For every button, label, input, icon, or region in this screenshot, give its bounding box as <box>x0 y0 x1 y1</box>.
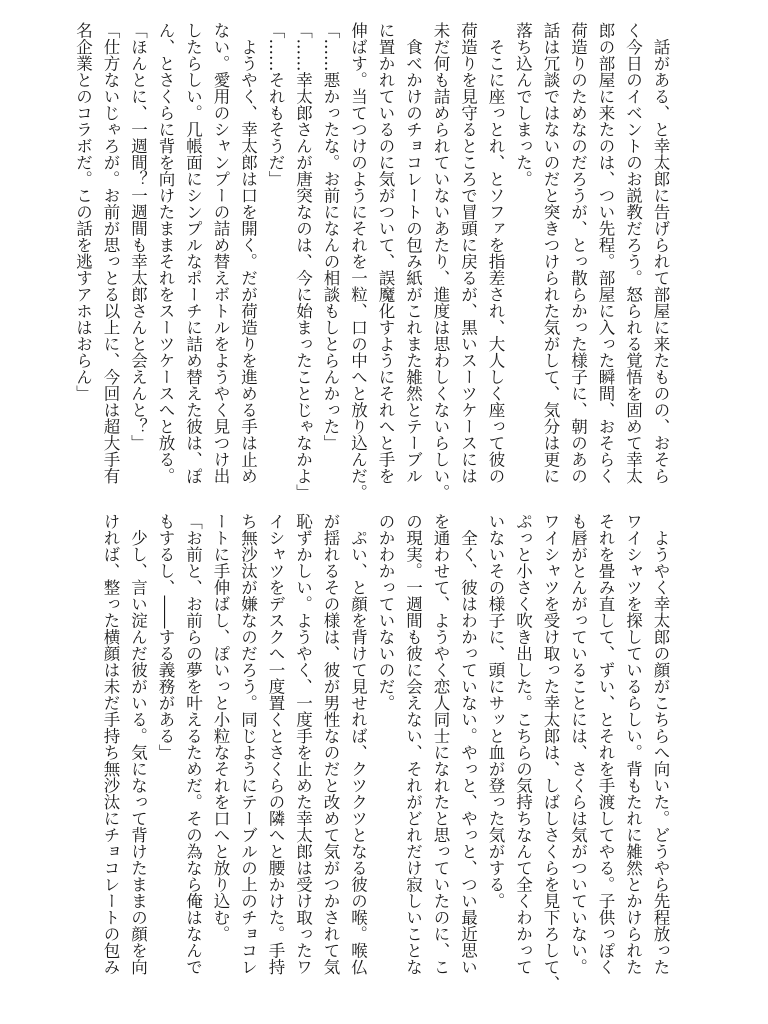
text-column: く今日のイベントのお説教だろう。怒られる覚悟を固めて幸太 <box>623 22 643 484</box>
text-column: したらしい。几帳面にシンプルなポーチに詰め替えた彼は、ぽ <box>183 22 203 484</box>
text-column: ぷっと小さく吹き出した。こちらの気持ちなんて全くわかって <box>513 513 533 975</box>
text-column: 未だ何も詰められていないあたり、進度は思わしくないらしい。 <box>431 22 450 501</box>
text-column: ん、とさくらに背を向けたままそれをスーツケースへと放る。 <box>156 22 175 484</box>
text-column: 話がある、と幸太郎に告げられて部屋に来たものの、おそら <box>651 22 670 484</box>
text-column: 名企業とのコラボだ。この話を逃すアホはおらん」 <box>73 22 93 402</box>
text-column: が揺れるその様は、彼が男性なのだと改めて気がつかされて気 <box>321 513 340 975</box>
text-column: 荷造りを見守るところで冒頭に戻るが、黒いスーツケースには <box>458 22 478 484</box>
text-column: ワイシャツを受け取った幸太郎は、しばしさくらを見下ろして、 <box>541 513 560 992</box>
text-column: 「仕方ないじゃろが。お前が思っとる以上に、今回は超大手有 <box>101 22 120 484</box>
text-column: に置かれているのに気がついて、誤魔化すようにそれへと手を <box>376 22 395 484</box>
top-text-block <box>69 22 674 501</box>
bottom-text-block <box>97 513 675 993</box>
text-column: 落ち込んでしまった。 <box>513 22 533 187</box>
text-column: イシャツをデスクへ一度置くとさくらの隣へと腰かけた。手持 <box>266 513 285 975</box>
text-column: ぷい、と顔を背けて見せれば、クツクツとなる彼の喉。喉仏 <box>348 513 368 975</box>
text-column: 恥ずかしい。ようやく、一度手を止めた幸太郎は受け取ったワ <box>293 513 313 975</box>
text-column: 食べかけのチョコレートの包み紙がこれまた雑然とテーブル <box>403 22 423 484</box>
text-column: そこに座っとれ、とソファを指差され、大人しく座って彼の <box>486 22 505 484</box>
text-column: の現実。一週間も彼に会えない、それがどれだけ寂しいことな <box>403 513 423 975</box>
text-column: を通わせて、ようやく恋人同士になれたと思っていたのに、こ <box>431 513 450 975</box>
text-column: ワイシャツを探しているらしい。背もたれに雑然とかけられた <box>623 513 643 975</box>
text-column: 荷造りのためなのだろうが、とっ散らかった様子に、朝のあの <box>568 22 588 484</box>
text-column: 「……幸太郎さんが唐突なのは、今に始まったことじゃなかよ」 <box>293 22 313 501</box>
text-column: ち無沙汰が嫌なのだろう。同じようにテーブルの上のチョコレ <box>238 513 258 975</box>
text-column: 郎の部屋に来たのは、つい先程。部屋に入った瞬間、おそらく <box>596 22 615 484</box>
text-column: 伸ばす。当てつけのようにそれを一粒、口の中へと放り込んだ。 <box>348 22 368 501</box>
text-column: ようやく、幸太郎は口を開く。だが荷造りを進める手は止め <box>238 22 258 484</box>
text-column: のかわかっていないのだ。 <box>376 513 395 711</box>
text-column: 「……それもそうだ」 <box>266 22 285 187</box>
text-column: 少し、言い淀んだ彼がいる。気になって背けたままの顔を向 <box>128 513 148 975</box>
text-column: ければ、整った横顔は未だ手持ち無沙汰にチョコレートの包み <box>101 513 120 975</box>
text-column: ートに手伸ばし、ぽいっと小粒なそれを口へと放り込む。 <box>211 513 230 942</box>
text-column: ない。愛用のシャンプーの詰め替えボトルをようやく見つけ出 <box>211 22 230 484</box>
text-column: も唇がとんがっていることには、さくらは気がついていない。 <box>568 513 588 975</box>
text-column: それを畳み直して、ずい、とそれを手渡してやる。子供っぽく <box>596 513 615 975</box>
text-column: 「お前と、お前らの夢を叶えるためだ。その為なら俺はなんで <box>183 513 203 975</box>
text-column: 話は冗談ではないのだと突きつけられた気がして、気分は更に <box>541 22 560 484</box>
text-column: 「……悪かったな。お前になんの相談もしとらんかった」 <box>321 22 340 451</box>
text-column: もするし、――する義務がある」 <box>156 513 175 761</box>
text-column: 全く、彼はわかっていない。やっと、やっと、つい最近思い <box>458 513 478 975</box>
text-column: いないその様子に、頭にサッと血が登った気がする。 <box>486 513 505 909</box>
text-column: ようやく幸太郎の顔がこちらへ向いた。どうやら先程放った <box>651 513 670 975</box>
text-column: 「ほんとに、一週間？一週間も幸太郎さんと会えんと？」 <box>128 22 148 451</box>
